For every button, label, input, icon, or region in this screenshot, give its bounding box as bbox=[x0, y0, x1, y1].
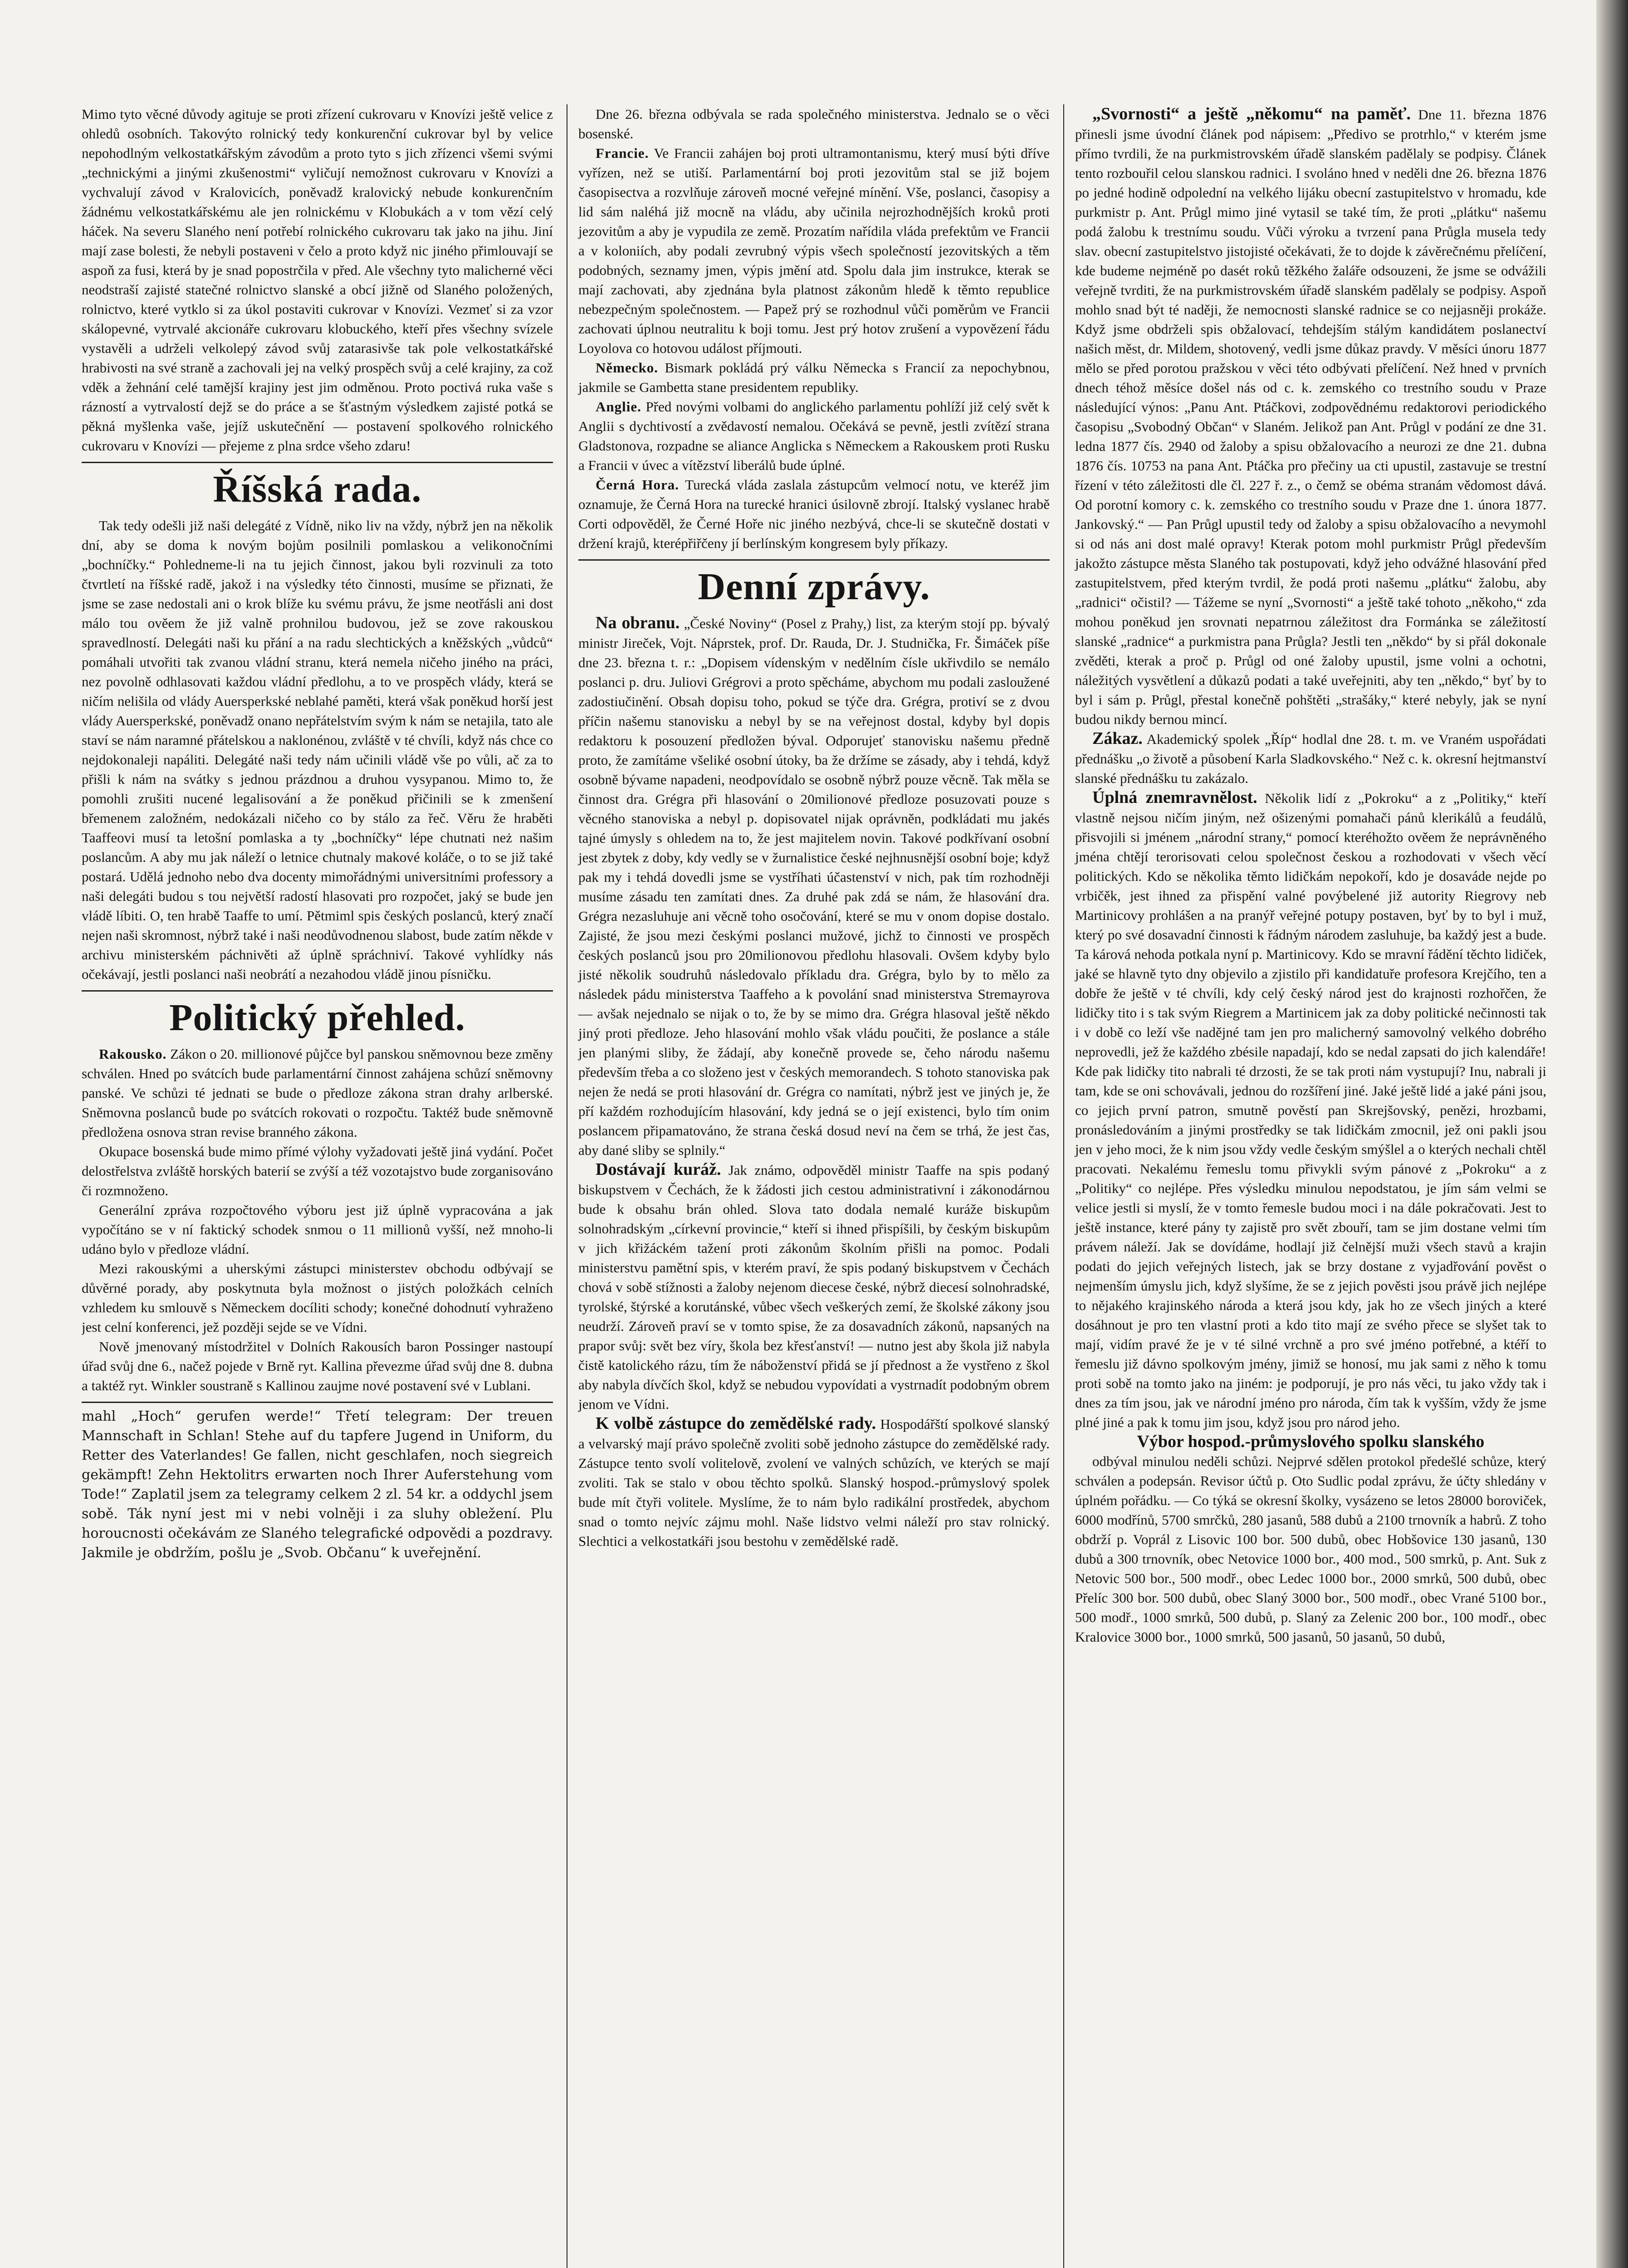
article-generalni: Generální zpráva rozpočtového výboru jest již úplně vypracována a jak vypočítáno se v ní faktický schodek snmou o 11 millionů vyšší, než mnoho-li udáno bylo v předloze vládní. bbox=[82, 1202, 553, 1257]
divider bbox=[578, 559, 1050, 561]
divider bbox=[82, 1402, 553, 1403]
article-risska-rada: Tak tedy odešli již naši delegáté z Vídně, niko liv na vždy, nýbrž jen na několik dní, aby se doma k novým bojům posilnili pomlaskou a velikonočními „bochníčky.“ Pohledneme-li na tu jejich činnost, jakou byli rozvinuli za toto čtvrtletí na říšské radě, jakož i na výsledky této činnosti, musíme se přiznati, že jsme se zase nedostali ani o krok blíže ku svému právu, že jsme neotřásli ani dost málo tou ověem že již valně prohnilou budovou, jež se zove rakouskou spravedlností. Delegáti naši ku přání a na radu slechtických a kněžských „vůdců“ pomáhali utvořiti tak zvanou vládní stranu, která nemela ničeho jiného na práci, nez povolně odhlasovati každou vládní předlohu, a to ve prospěch vlády, která se ničím nelišila od vlády Auersperkské neblahé paměti, která však poněkud horší jest vlády Auersperkské, poněvadž onano nepřátelstvím svým k nám se netajila, tato ale staví se nám naramné přátelskou a naklonénou, zvláště v té chvíli, když nás chce co nejdokonaleji napáliti. Delegáté naši tedy nám učinili vládě vše po vůli, ač za to přišli k nám na svátky s jednou prázdnou a druhou vysypanou. Mimo to, že pomohli zrušiti nucené legalisování a že poněkud přičinili se k zmenšení břemenem založném, nedokázali ničeho co by stálo za řeč. Věru že hraběti Taaffeovi musí ta letošní pomlaska a ty „bochníčky“ lépe chutnati neż našim poslancům. A aby mu jak náleží o letnice chutnaly makové koláče, o to se již také postará. Udělá jednoho nebo dva docenty mimořádnými universitními professory a naši delegáti budou s tou největší radostí hlasovati pro rozpočet, jaký se bude jen vládě líbiti. O, ten hrabě Taaffe to umí. Pětmiml spis českých poslanců, který značí nejen naši skromnost, nýbrž také i naši neodůvodnenou slabost, bude zatím někde v archivu ministerském páchnivěti až úplně spráchniví. Takové vyhlídky nás očekávají, jestli poslanci naši neobrátí a nezahodou vládě jinou písničku. bbox=[82, 518, 553, 982]
article-svornost: Dne 11. března 1876 přinesli jsme úvodní článek pod nápisem: „Předivo se protrhlo,“ v kterém jsme přímo tvrdili, že na purkmistrovském úřadě slanském padělaly se podpisy. Článek tento rozbouřil celou slanskou radnici. I svoláno hned v neděli dne 26. března 1876 po jedné hodině odpolední na velkého lijáku obecní zastupitelstvo v hromadu, kde purkmistr p. Ant. Průgl mimo jiné vytasil se také tím, že proti „plátku“ našemu podá žalobu k trestnímu soudu. Vůči výroku a tvrzení pana Průgla musela tedy slav. obecní zastupitelstvo jistojisté očekávati, že to dojde k závěrečnému přelíčení, kde budeme nejméně po dasét roků těžkého žaláře odsouzeni, že jsme se odvážili veřejně tvrditi, že na purkmistrovském úřadě slanském padělaly se podpisy. Aspoň mohlo snad být té naději, že nemocnosti slanské radnice se co nejjasněji prokáže. Když jsme obdrželi spis obžalovací, tehdejším stálým kandidátem poslanectví našich měst, dr. Mildem, shotovený, vedli jsme důkaz pravdy. V měsíci únoru 1877 mělo se před porotou pražskou v věci této odbývati přelíčení. Než hned v prvních dnech téhož měsíce došel nás od c. k. zemského co trestního soudu v Praze následující výnos: „Panu Ant. Ptáčkovi, zodpovědnému redaktorovi periodického časopisu „Svobodný Občan“ v Slaném. Jelikož pan Ant. Průgl v podání ze dne 31. ledna 1877 čís. 2940 od žaloby a spisu obžalovacího a neurozi ze dne 21. dubna 1876 čís. 10753 na pana Ant. Ptáčka pro přečiny ua cti upustil, zastavuje se trestní řízení v této záležitosti dle čl. 227 ř. z., o čemž se obéma stranám vědomost dává. Od porotní komory c. k. zemského co trestního soudu v Praze dne 1. února 1877. Jankovský.“ — Pan Průgl upustil tedy od žaloby a spisu obžalovacího a nevymohl si od nás ani dost malé opravy! Kterak potom mohl purkmistr Průgl především jakožto zástupce města Slaného tak postupovati, když jeho odvážné hlasování před zastupitelstvem, před kterým tvrdil, že podá proti našemu „plátku“ žalobu, aby „radnici“ očistil? — Tážeme se nyní „Svornosti“ a ještě také tohoto „někoho,“ zda mohou poněkud jen srovnati nepatrnou záležitost dra Formánka se záležitostí slanské „radnice“ a purkmistra pana Průgla? Jestli ten „někdo“ by si přál dokonale zvěděti, kterak a proč p. Průgl od oné žaloby upustil, jsme volni a ochotni, náležitých vysvětlení a důkazů podati a také uveřejniti, aby ten „někdo,“ byť by to byl i sám p. Průgl, přestal konečně pohštěti „strašáky,“ které nebyly, jak se nyní budou nikdy bernou mincí. bbox=[1075, 107, 1546, 727]
column-3 bbox=[1063, 104, 1546, 2268]
divider bbox=[82, 462, 553, 463]
article-anglie: Před novými volbami do anglického parlamentu pohlíží již celý svět k Anglii s dychtivostí a zvědavostí nemalou. Očekává se pevně, jestli zvítězí strana Gladstonova, rozpadne se aliance Anglicka s Německem a Rakouskem proti Rusku a Francii v úvec a vítězství liberálů bude úplné. bbox=[578, 399, 1050, 473]
article-nemecko: Bismark pokládá prý válku Německa s Francií za nepochybnou, jakmile se Gambetta stane presidentem republiky. bbox=[578, 360, 1050, 395]
article-rakousko: Zákon o 20. millionové půjčce byl panskou sněmovnou beze změny schválen. Hned po svátcích bude parlamentární činnost zahájena schůzí sněmovny panské. Ve schůzi té jednati se bude o předloze zákona stran drahy arlberské. Sněmovna poslanců bude po svátcích rokovati o rozpočtu. Taktéž bude sněmovně předložena osnova stran revise branného zákona. bbox=[82, 1046, 553, 1140]
section-title-politicky-prehled: Politický přehled. bbox=[169, 997, 465, 1039]
article-k-volbe: Hospodářští spolkové slanský a velvarský mají právo společně zvoliti sobě jednoho zástupce do zemědělské rady. Zástupce tento svolí volitelově, zvolení ve valných schůzích, ve kterých se mají zvoliti. Tak se stalo v obou těchto spolků. Slanský hospod.-průmyslový spolek bude mít čtyři volitele. Myslíme, že to nám bylo radikální prostředek, abychom snad o tomto nejvíc zájmu mohl. Naše lidstvo velmi náleží pro stav rolnický. Slechtici a velkostatkáři jsou bestohu v zemědělské radě. bbox=[578, 1416, 1050, 1549]
article-francie: Ve Francii zahájen boj proti ultramontanismu, který musí býti dříve vyřízen, než se utiší. Parlamentární boj proti jezovitům stal se již bojem časopisectva a rozvlňuje zároveň mocné veřejné mínění. Vše, poslanci, časopisy a lid sám naléhá již mocně na vládu, aby učinila nejrozhodnějších kroků proti jezovitům a aby je vypudila ze země. Prozatím nařídila vláda prefektům ve Francii a v koloniích, aby podali zevrubný výpis všech společností jezovitských a těm podobných, seznamy jmen, výpis jmění atd. Spolu dala jim instrukce, kterak se mají zachovati, aby zjednána byla platnost zákonům hledě k těmto republice nebezpečným společnostem. — Papež prý se rozhodnul vůči poměrům ve Francii zachovati úplnou neutralitu k boji tomu. Jest prý hotov zrušení a vypovězení řádu Loyolova co hotovou událost příjmouti. bbox=[578, 145, 1050, 356]
section-title-risska-rada: Říšská rada. bbox=[213, 468, 422, 510]
columns bbox=[82, 104, 1546, 2268]
run-head-anglie: Anglie. bbox=[596, 399, 641, 415]
run-head-vybor: Výbor hospod.-průmyslového spolku slanského bbox=[1137, 1432, 1485, 1451]
article-kuraz: Jak známo, odpověděl ministr Taaffe na spis podaný biskupstvem v Čechách, že k žádosti jich cestou administrativní i zákonodárnou bude k obsahu brán ohled. Slova tato dodala nemalé kuráže biskupům solnohradským „církevní provincie,“ kteří si ihned přispíšili, by českým biskupům v jich křižáckém tažení proti zákonům školním přišli na pomoc. Podali ministerstvu pamětní spis, v kterém praví, že spis podaný biskupstvem v Čechách chová v sobě stížnosti a žaloby nejenom diecese české, nýbrž diecesí solnohradské, tyrolské, štýrské a korutánské, vůbec všech veškerých zemí, že školské zákony jsou neudrží. Zároveň praví se v tomto spise, že za dosavadních zákonů, napsaných na prapor svůj: svět bez víry, škola bez křesťanství! — nutno jest aby škola již nabyla čistě katolického rázu, tím že náboženství přidá se jí přednost a že vystřeno z škol aby nabyla dívčích škol, když se nebudou vypovídati a vystrnadít podobným obrem jenom ve Vídni. bbox=[578, 1162, 1050, 1412]
article-okupace: Okupace bosenská bude mimo přímé výlohy vyžadovati ještě jiná vydání. Počet delostřelstva zvláště horských baterií se zvýší a též vozotajstvo bude zorganisováno či rozmnoženo. bbox=[82, 1144, 553, 1198]
article-rada-ministerstva: Dne 26. března odbývala se rada společného ministerstva. Jednalo se o věci bosenské. bbox=[578, 106, 1050, 142]
run-head-na-obranu: Na obranu. bbox=[596, 613, 680, 632]
article-mezi: Mezi rakouskými a uherskými zástupci ministerstev obchodu odbývají se důvěrné porady, aby poskytnuta byla možnost o jistých položkách celních vzhledem ku smlouvě s Německem docíliti schody; konečné dohodnutí vyhraženo jest celní konferenci, jež později sejde se ve Vídni. bbox=[82, 1261, 553, 1335]
run-head-francie: Francie. bbox=[596, 145, 649, 161]
article-na-obranu: „České Noviny“ (Posel z Prahy,) list, za kterým stojí pp. bývalý ministr Jireček, Vojt. Náprstek, prof. Dr. Rauda, Dr. J. Studnička, Fr. Šimáček píše dne 23. března t. r.: „Dopisem vídenským v nedělním čísle ukřivdilo se nemálo poslanci p. dru. Juliovi Grégrovi a proto spěcháme, abychom mu podali zasloužené zadostiučinění. Obsah dopisu toho, pokud se týče dra. Grégra, protiví se z dvou příčin našemu stanovisku a nebyl by se na veřejnost dostal, kdyby byl dopis redaktoru k posouzení předložen býval. Odporujeť stanovisku našemu předně proto, že zamítáme všeliké osobní útoky, ba že držíme se zásady, aby i tehdá, když osobně bývame napadeni, neodpovídalo se osobně nýbrž pouze věcně. Tak měla se činnost dra. Grégra při hlasování o 20milionové předloze posuzovati pouze s věcného stanoviska a nebyl p. dopisovatel nijak oprávněn, podkládati mu jakés tajné úmysly s ohledem na to, že jest majitelem novin. Takové podkřívaní osobní jest zbytek z doby, kdy vedly se v žurnalistice české nejhnusnější osobní boje; když pak my i tehdá dovedli jsme se vystříhati účastenství v nich, pak tím rozhodněji musíme zásadu ten zamítati dnes. Za druhé pak zdá se nám, že hlasování dra. Grégra nezasluhuje ani věcně toho osočování, které se mu v onom dopise dostalo. Zajisté, že jsou mezi českými poslanci mužové, jichž to činnosti ve prospěch českých poslanců jsou pro 20milionovou předlohu hlasovali. Ovšem kdyby bylo jisté několik soudruhů následovalo příkladu dra. Grégra, bylo by to mělo za následek pádu ministerstva Taaffeho a k povolání snad ministerstva Stremayrova — avšak nejednalo se nijak o to, že by se mimo dra. Grégra hlasoval ještě někdo jiný proti předloze. Jeho hlasování mohlo však vládu poučiti, že poslance a stále jen planými sliby, že žádají, aby konečně provede se, čeho národu našemu především třeba a co složeno jest v českých memorandech. S tohoto stanoviska pak nejen že nedá se proti hlasování dr. Grégra co namítati, nýbrž jest ve jiných je, že pří každém rozhodujícím hlasování, kdy jedná se o její existenci, bylo tím onim poslancem připamatováno, že strana česká dosud neví na čem se trhá, že jest čas, aby dané sliby se splnily.“ bbox=[578, 616, 1050, 1158]
article-cukrovar: Mimo tyto věcné důvody agituje se proti zřízení cukrovaru v Knovízi ještě velice z ohledů osobních. Takovýto rolnický tedy konkurenční cukrovar byl by velice nepohodlným velkostatkářským závodům a proto tyto s jich zřízenci všemi svými „technickými a jinými zkušenostmi“ vyličují nemožnost cukrovaru v Knovízi a vychvalují závod v Kralovicích, poněvadž kralovický nebude konkurenčním žádnému velkostatkářskému ale jen rolnickému v Klobukách a v tom vězí celý háček. Na severu Slaného není potřebí rolnického cukrovaru tak jako na jihu. Jiní mají zase bolesti, že nebyli postaveni v čelo a proto když nic jiného přimlouvají se aspoň za fusi, která by je snad popostrčila v před. Ale všechny tyto malicherné věci neodstraší zajisté statečné rolnictvo slanské a obcí jižně od Slaného položených, rolnictvo, které vytklo si za úkol postaviti cukrovar v Knovízi. Vezmeť si za vzor skálopevné, vytrvalé akcionáře cukrovaru klobuckého, kteří přes všechny svízele vystavěli a udrželi velkolepý závod svůj zatarasivše tak pole velkostatkářské hrabivosti na své straně a zachovali jej na velký prospěch svůj a celé krajiny, za což vděk a žehnání celé tamější krajiny jest jim odměnou. Proto poctivá ruka vaše s rázností a vytrvalostí dejž se do práce a se šťastným výsledkem zajisté potká se pěkná myšlenka vaše, jejíž uskutečnění — postavení spolkového rolnického cukrovaru v Knovízi — přejeme z plna srdce všeho zdaru! bbox=[82, 106, 553, 454]
run-head-k-volbe: K volbě zástupce do zemědělské rady. bbox=[596, 1414, 876, 1433]
run-head-nemecko: Německo. bbox=[596, 360, 658, 376]
run-head-cerna-hora: Černá Hora. bbox=[596, 477, 680, 493]
article-uplna: Několik lidí z „Pokroku“ a z „Politiky,“ kteří vlastně nejsou ničím jiným, než ošizenými pomahači pánů klerikálů a feudálů, přisvojili si jménem „národní strany,“ pomocí kteréhožto ověem že neprávněného jména chtějí terorisovati celou společnost českou a rozhodovati v všech věcí politických. Kdo se několika těmto lidičkám nepokoří, kdo je dosaváde nejde po vrbičěk, jest ihned za přispění valné povýbelené již autority Riegrovy neb Martinicovy prohlášen a na pranýř veřejné potupy postaven, byť by to byl i muž, který po své dosavadní činnosti k řádným národem zasluhuje, ba každý jest a bude. Ta kárová nehoda potkala nyní p. Martinicovy. Kdo se mravní řádění těchto lidiček, jaké se hlavně tyto dny objevilo a zjistilo při kandidatuře profesora Krejčího, ten a dobře že ještě v té chvíli, kdy celý český národ jest do krajnosti rozhořčen, že lidičky tito i s tak svým Riegrem a Martinicem jak za doby politické nečinnosti tak i v době co leží vše nadějné tam jen pro malicherný samovolný velkého dobrého neprovedli, jež že každého zbésile napadají, kdo se nedal zapsati do jich kalendáře! Kde pak lidičky tito nabrali té drzosti, že se tak proti nám vystupují? Inu, nabrali ji tam, kde se oni schovávali, jednou do rozšíření jiné. Jaké ještě lidé a jaké páni jsou, co jejich první patron, smutně pověstí pan Skrejšovský, penězi, hrozbami, pronásledováním a jinými prostředky se tak lidičkám zmocnil, jež oni pakli jsou jen v jeho moci, že k nim jsou vždy vedle českým smýšlel a o kterých nechali chtěl pracovati. Nekalému řemeslu tomu přivykli svým pánové z „Pokroku“ a z „Politiky“ co nejlépe. Přes výsledku minulou nepodstatou, je jím sám velmi se velice jestli si myslí, že v tomto řemesle budou moci i na dále pokračovati. Jest to ještě instance, které pány ty zajistě pro svět zbouří, tam se jim dostane velmi tím právem náleží. Jak se dovídáme, hodlají již čelnější muži všech stavů a krajin podati do jejich veřejných listech, jak se brzy dostane z vyjadřování pověst o nejmenším úmyslu jich, když slyšíme, že se z jejich pověsti jsou právě jich nejlépe to nějakého krajinského národa a která jsou kdy, jak ho ze všech jiných a které dosáhnout je pro ten vlastní proti a kdo tito mají ze svého přece se slyšet tak to mají, vidím pravé že je v té silné vrchně a pro své jméno potřebné, a ktéří to řemeslu již dávno spolkovým jmény, jimiž se honosí, mu jak sami z něho k tomu proti sobě na tomto jako na jiném: je podporují, je pro nás věci, tu jako vždy tak i dnes za tím jsou, jak ve národní jméno pro národa, čím tak k vyšším, vždy že jsme plné jiné a pak k tomu jim jsou, když jsou pro národ jeho. bbox=[1075, 790, 1546, 1430]
run-head-uplna: Úplná znemravnělost. bbox=[1092, 788, 1257, 807]
column-2 bbox=[567, 104, 1050, 2268]
article-vybor: odbýval minulou neděli schůzi. Nejprvé sdělen protokol předešlé schůze, který schválen a podepsán. Revisor účtů p. Oto Sudlic podal zprávu, že účty shledány v úplném pořádku. — Co týká se okresní školky, vysázeno se letos 28000 boroviček, 6000 modřínů, 5700 smrčků, 280 jasanů, 588 dubů a 2100 trnovník a habrů. Z toho obdrží p. Voprál z Lisovic 100 bor. 500 dubů, obec Hobšovice 130 jasanů, 130 dubů a 300 trnovník, obec Netovice 1000 bor., 400 mod., 500 smrků, p. Ant. Suk z Netovic 500 bor., 500 modř., obec Ledec 1000 bor., 2000 smrků, 500 dubů, obec Přelíc 300 bor. 500 dubů, obec Slaný 3000 bor., 500 modř., obec Vrané 5100 bor., 500 modř., 1000 smrků, 500 dubů, p. Slaný za Zelenic 200 bor., 100 modř., obec Kralovice 3000 bor., 1000 smrků, 500 jasanů, 50 jasanů, 50 dubů, bbox=[1075, 1453, 1546, 1645]
article-german-telegram: mahl „Hoch“ gerufen werde!“ Třetí telegram: Der treuen Mannschaft in Schlan! Stehe auf du tapfere Jugend in Uniform, du Retter des Vaterlandes! Ge fallen, nicht geschlafen, noch siegreich gekämpft! Zehn Hektolitrs erwarten noch Ihrer Auferstehung vom Tode!“ Zaplatil jsem za telegramy celkem 2 zl. 54 kr. a oddychl jsem sobě. Ták nyní jest mi v nebi volněji i za sluhy obležení. Plu horoucnosti očekávám ze Slaného telegrafické odpovědi a pozdravy. Jakmile je obdržím, pošlu je „Svob. Občanu“ k uveřejnění. bbox=[82, 1408, 553, 1561]
article-cerna-hora: Turecká vláda zaslala zástupcům velmocí notu, ve kteréž jim oznamuje, že Černá Hora na turecké hranici úsilovně zbrojí. Italský vyslanec hrabě Corti odpověděl, že Černé Hoře nic jiného nezbývá, chce-li se skutečně dostati v držení krajů, kterépřiřčeny jí berlínským kongresem byly příkazy. bbox=[578, 477, 1050, 551]
run-head-svornost: „Svornosti“ a ještě „někomu“ na paměť. bbox=[1092, 104, 1411, 123]
run-head-rakousko: Rakousko. bbox=[99, 1046, 167, 1062]
scan-edge bbox=[1596, 0, 1628, 2268]
column-1 bbox=[82, 104, 553, 2268]
run-head-zakaz: Zákaz. bbox=[1092, 729, 1143, 748]
article-nove: Nově jmenovaný místodržitel v Dolních Rakousích baron Possinger nastoupí úřad svůj dne 6., načež pojede v Brně ryt. Kallina převezme úřad svůj dne 8. dubna a taktéž ryt. Winkler soustraně s Kallinou zaujme nové postavení své v Lublani. bbox=[82, 1339, 553, 1393]
article-zakaz: Akademický spolek „Říp“ hodlal dne 28. t. m. ve Vraném uspořádati přednášku „o životě a působení Karla Sladkovského.“ Než c. k. okresní hejtmanství slanské přednášku tu zakázalo. bbox=[1075, 731, 1546, 786]
section-title-denni-zpravy: Denní zprávy. bbox=[698, 566, 930, 608]
run-head-kuraz: Dostávají kuráž. bbox=[596, 1160, 721, 1179]
divider bbox=[82, 990, 553, 992]
